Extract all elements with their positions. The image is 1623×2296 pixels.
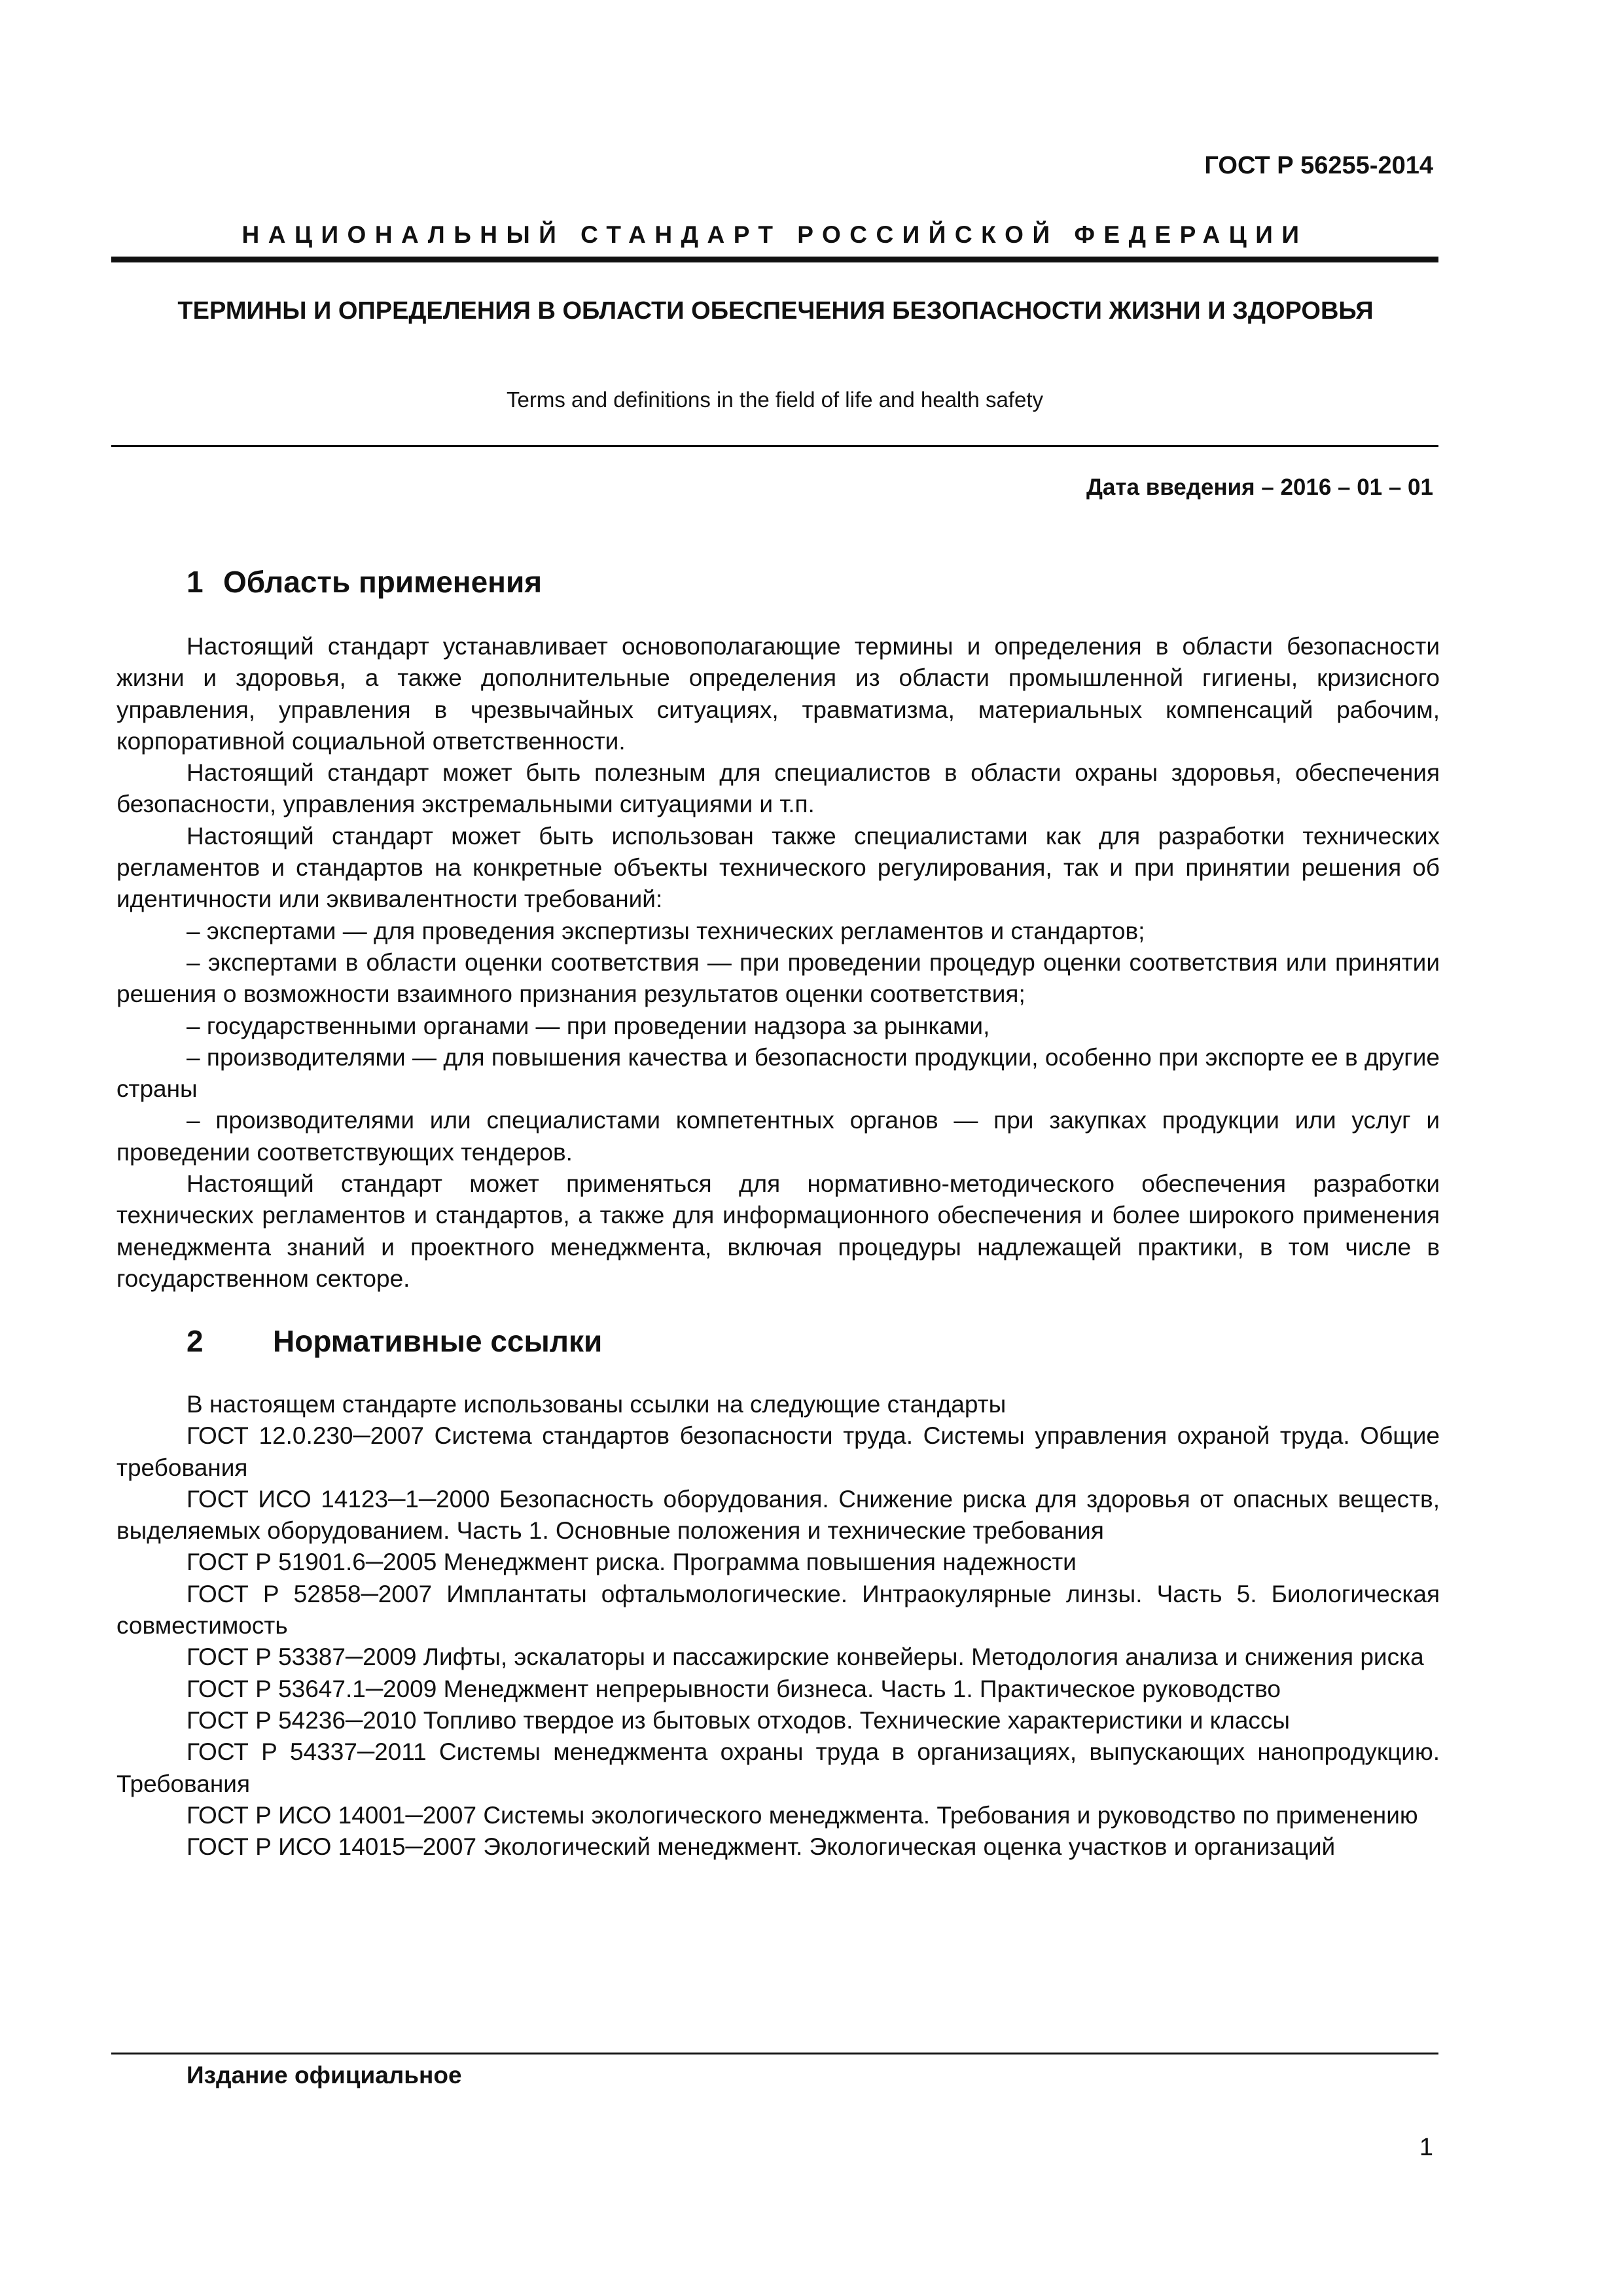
introduction-date: Дата введения – 2016 – 01 – 01 — [1086, 475, 1433, 500]
section-1-list-item: – экспертами в области оценки соответствия — при проведении процедур оценки соответствия или принятии решения о возможности взаимного признания результатов оценки соответствия; — [116, 948, 1440, 1008]
header-rule-thick — [111, 257, 1438, 262]
section-2-body — [116, 1389, 1440, 1863]
footer-rule — [111, 2053, 1438, 2054]
section-1-body — [116, 631, 1440, 1295]
section-1-paragraph: Настоящий стандарт может применяться для нормативно-методического обеспечения разработки технических регламентов и стандартов, а также для информационного обеспечения и более широкого применения менеджмента знаний и проектного менеджмента, включая процедуры надлежащей практики, в том числе в государственном секторе. — [116, 1170, 1440, 1292]
document-title-en: Terms and definitions in the field of life and health safety — [507, 387, 1043, 412]
reference-item: ГОСТ Р 54337─2011 Системы менеджмента охраны труда в организациях, выпускающих нанопродукцию. Требования — [116, 1738, 1440, 1797]
reference-item: ГОСТ Р 54236─2010 Топливо твердое из бытовых отходов. Технические характеристики и классы — [187, 1706, 1291, 1734]
document-title-ru: ТЕРМИНЫ И ОПРЕДЕЛЕНИЯ В ОБЛАСТИ ОБЕСПЕЧЕНИЯ БЕЗОПАСНОСТИ ЖИЗНИ И ЗДОРОВЬЯ — [177, 297, 1374, 325]
section-1-paragraph: Настоящий стандарт устанавливает основополагающие термины и определения в области безопасности жизни и здоровья, а также дополнительные определения из области промышленной гигиены, кризисного управления, управления в чрезвычайных ситуациях, травматизма, материальных компенсаций рабочим, корпоративной социальной ответственности. — [116, 633, 1440, 755]
section-1-list-item: – экспертами — для проведения экспертизы технических регламентов и стандартов; — [187, 917, 1145, 944]
section-1-heading — [187, 564, 542, 600]
reference-item: ГОСТ Р 51901.6─2005 Менеджмент риска. Программа повышения надежности — [187, 1549, 1077, 1576]
section-2-number: 2 — [187, 1324, 204, 1358]
section-1-title: Область применения — [223, 565, 543, 599]
section-2-heading — [187, 1323, 602, 1359]
page-number: 1 — [1419, 2134, 1433, 2161]
reference-item: ГОСТ Р ИСО 14001─2007 Системы экологического менеджмента. Требования и руководство по применению — [187, 1801, 1418, 1829]
national-standard-banner: НАЦИОНАЛЬНЫЙ СТАНДАРТ РОССИЙСКОЙ ФЕДЕРАЦИИ — [241, 221, 1308, 248]
header-rule-thin — [111, 445, 1438, 447]
section-2-title: Нормативные ссылки — [273, 1324, 603, 1358]
reference-item: ГОСТ 12.0.230─2007 Система стандартов безопасности труда. Системы управления охраной труда. Общие требования — [116, 1422, 1440, 1481]
reference-item: ГОСТ Р 53647.1─2009 Менеджмент непрерывности бизнеса. Часть 1. Практическое руководство — [187, 1675, 1281, 1702]
section-1-number: 1 — [187, 565, 204, 599]
section-1-paragraph: Настоящий стандарт может быть полезным для специалистов в области охраны здоровья, обеспечения безопасности, управления экстремальными ситуациями и т.п. — [116, 759, 1440, 818]
section-1-paragraph: Настоящий стандарт может быть использован также специалистами как для разработки технических регламентов и стандартов на конкретные объекты технического регулирования, так и при принятии решения об идентичности или эквивалентности требований: — [116, 822, 1440, 913]
doc-number: ГОСТ Р 56255-2014 — [1204, 152, 1433, 179]
section-1-list-item: – государственными органами — при проведении надзора за рынками, — [187, 1012, 990, 1039]
reference-item: ГОСТ Р 52858─2007 Имплантаты офтальмологические. Интраокулярные линзы. Часть 5. Биологическая совместимость — [116, 1580, 1440, 1640]
reference-item: ГОСТ Р 53387─2009 Лифты, эскалаторы и пассажирские конвейеры. Методология анализа и снижения риска — [187, 1643, 1424, 1671]
official-edition-label: Издание официальное — [187, 2062, 462, 2089]
section-1-list-item: – производителями — для повышения качества и безопасности продукции, особенно при экспорте ее в другие страны — [116, 1043, 1440, 1103]
section-2-paragraph: В настоящем стандарте использованы ссылки на следующие стандарты — [187, 1391, 1007, 1418]
reference-item: ГОСТ ИСО 14123─1─2000 Безопасность оборудования. Снижение риска для здоровья от опасных веществ, выделяемых оборудованием. Часть 1. Основные положения и технические требования — [116, 1485, 1440, 1545]
section-1-list-item: – производителями или специалистами компетентных органов — при закупках продукции или услуг и проведении соответствующих тендеров. — [116, 1107, 1440, 1166]
reference-item: ГОСТ Р ИСО 14015─2007 Экологический менеджмент. Экологическая оценка участков и организаций — [187, 1833, 1336, 1861]
